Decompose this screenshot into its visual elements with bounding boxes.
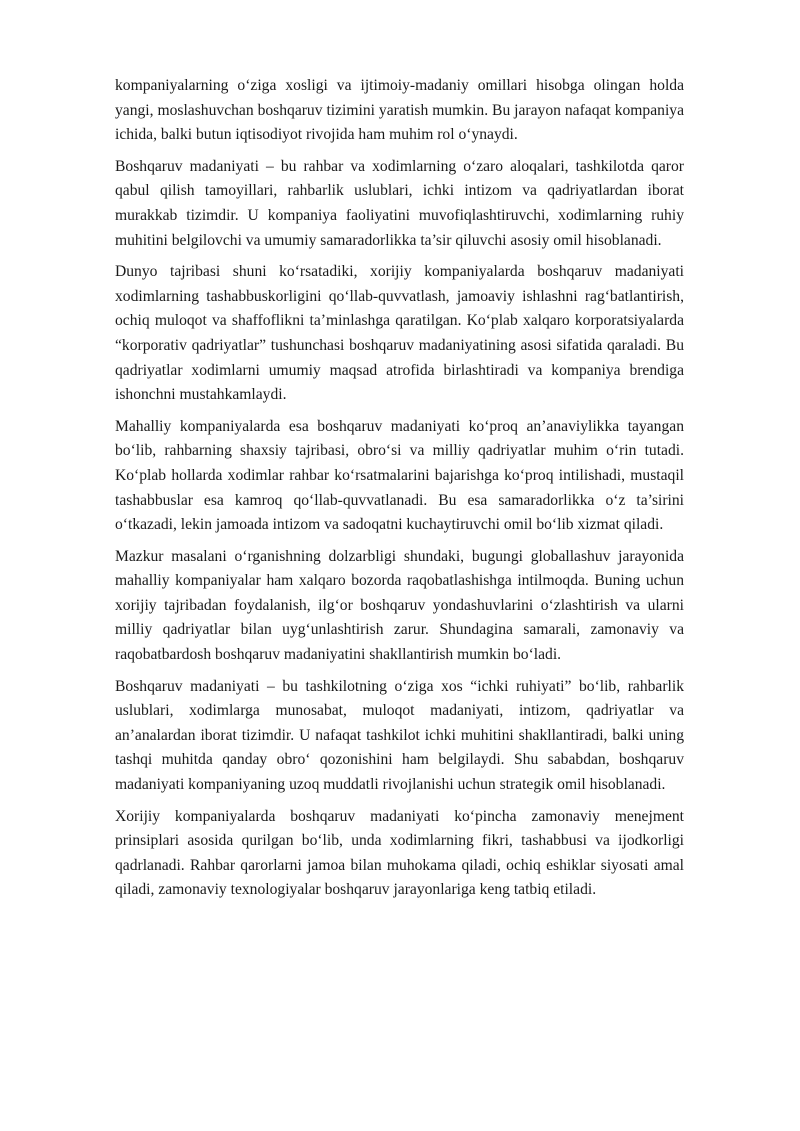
paragraph-1: kompaniyalarning o‘ziga xosligi va ijtimoiy-madaniy omillari hisobga olingan holda yangi, moslashuvchan boshqaruv tizimini yaratish mumkin. Bu jarayon nafaqat kompaniya ichida, balki butun iqtisodiyot rivojida ham muhim rol o‘ynaydi. <box>115 77 684 144</box>
paragraph-3: Dunyo tajribasi shuni ko‘rsatadiki, xorijiy kompaniyalarda boshqaruv madaniyati xodimlarning tashabbuskorligini qo‘llab-quvvatlash, jamoaviy ishlashni rag‘batlantirish, ochiq muloqot va shaffoflikni ta’minlashga qaratilgan. Ko‘plab xalqaro korporatsiyalarda “korporativ qadriyatlar” tushunchasi boshqaruv madaniyatining asosi sifatida qaraladi. Bu qadriyatlar xodimlarni umumiy maqsad atrofida birlashtiradi va kompaniya brendiga ishonchni mustahkamlaydi. <box>115 263 684 404</box>
paragraph-5: Mazkur masalani o‘rganishning dolzarbligi shundaki, bugungi globallashuv jarayonida mahalliy kompaniyalar ham xalqaro bozorda raqobatlashishga intilmoqda. Buning uchun xorijiy tajribadan foydalanish, ilg‘or boshqaruv yondashuvlarini o‘zlashtirish va ularni milliy qadriyatlar bilan uyg‘unlashtirish zarur. Shundagina samarali, zamonaviy va raqobatbardosh boshqaruv madaniyatini shakllantirish mumkin bo‘ladi. <box>115 547 684 664</box>
paragraph-7: Xorijiy kompaniyalarda boshqaruv madaniyati ko‘pincha zamonaviy menejment prinsiplari asosida qurilgan bo‘lib, unda xodimlarning fikri, tashabbusi va ijodkorligi qadrlanadi. Rahbar qarorlarni jamoa bilan muhokama qiladi, ochiq eshiklar siyosati amal qiladi, zamonaviy texnologiyalar boshqaruv jarayonlariga keng tatbiq etiladi. <box>115 807 684 899</box>
paragraph-4: Mahalliy kompaniyalarda esa boshqaruv madaniyati ko‘proq an’anaviylikka tayangan bo‘lib, rahbarning shaxsiy tajribasi, obro‘si va milliy qadriyatlar muhim o‘rin tutadi. Ko‘plab hollarda xodimlar rahbar ko‘rsatmalarini bajarishga ko‘proq intilishadi, mustaqil tashabbuslar esa kamroq qo‘llab-quvvatlanadi. Bu esa samaradorlikka o‘z ta’sirini o‘tkazadi, lekin jamoada intizom va sadoqatni kuchaytiruvchi omil bo‘lib xizmat qiladi. <box>115 417 684 534</box>
paragraph-6: Boshqaruv madaniyati – bu tashkilotning o‘ziga xos “ichki ruhiyati” bo‘lib, rahbarlik uslublari, xodimlarga munosabat, muloqot madaniyati, intizom, qadriyatlar va an’analardan iborat tizimdir. U nafaqat tashkilot ichki muhitini shakllantiradi, balki uning tashqi muhitda qanday obro‘ qozonishini ham belgilaydi. Shu sababdan, boshqaruv madaniyati kompaniyaning uzoq muddatli rivojlanishi uchun strategik omil hisoblanadi. <box>115 677 684 794</box>
paragraph-2: Boshqaruv madaniyati – bu rahbar va xodimlarning o‘zaro aloqalari, tashkilotda qaror qabul qilish tamoyillari, rahbarlik uslublari, ichki intizom va qadriyatlardan iborat murakkab tizimdir. U kompaniya faoliyatini muvofiqlashtiruvchi, xodimlarning ruhiy muhitini belgilovchi va umumiy samaradorlikka ta’sir qiluvchi asosiy omil hisoblanadi. <box>115 157 684 249</box>
document-body <box>115 74 684 910</box>
